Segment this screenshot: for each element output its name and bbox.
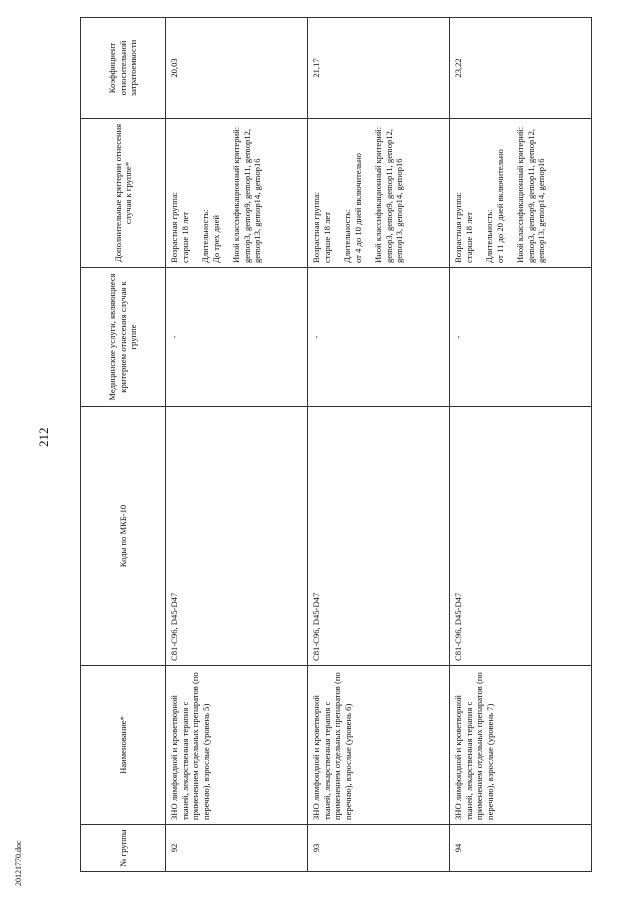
criteria-other-value: gemop3, gemop9, gemop11, gemop12, gemop13, gemop14, gemop16 bbox=[241, 128, 262, 263]
cell-icd-codes: C81-C96, D45-D47 bbox=[450, 407, 592, 666]
cell-criteria bbox=[450, 119, 592, 268]
cell-coefficient: 21,17 bbox=[308, 18, 450, 119]
header-group-number: № группы bbox=[81, 825, 166, 872]
criteria-age bbox=[311, 123, 332, 263]
criteria-duration bbox=[342, 123, 363, 263]
criteria-duration bbox=[484, 123, 505, 263]
header-name: Наименование* bbox=[81, 666, 166, 825]
criteria-duration-value: До трех дней bbox=[210, 215, 221, 263]
criteria-age-label: Возрастная группа: bbox=[453, 191, 463, 263]
rotated-table-container bbox=[80, 39, 580, 872]
cell-icd-codes: C81-C96, D45-D47 bbox=[308, 407, 450, 666]
cell-criteria bbox=[308, 119, 450, 268]
criteria-other bbox=[231, 123, 263, 263]
header-services: Медицинские услуги, являющиеся критерием отнесения случая к группе bbox=[81, 268, 166, 407]
criteria-duration-label: Длительность: bbox=[484, 209, 494, 263]
page-number: 212 bbox=[36, 427, 51, 447]
criteria-other-label: Иной классификационный критерий: bbox=[373, 126, 383, 263]
table-row bbox=[308, 18, 450, 872]
criteria-duration-label: Длительность: bbox=[200, 209, 210, 263]
criteria-age bbox=[169, 123, 190, 263]
cell-group-number: 93 bbox=[308, 825, 450, 872]
criteria-duration-value: от 11 до 20 дней включительно bbox=[494, 149, 505, 263]
criteria-age-value: старше 18 лет bbox=[179, 212, 190, 263]
cell-services: - bbox=[308, 268, 450, 407]
cell-coefficient: 23,22 bbox=[450, 18, 592, 119]
header-criteria: Дополнительные критерии отнесения случая к группе* bbox=[81, 119, 166, 268]
criteria-other-value: gemop3, gemop9, gemop11, gemop12, gemop13, gemop14, gemop16 bbox=[525, 128, 546, 263]
cell-group-number: 94 bbox=[450, 825, 592, 872]
criteria-other-label: Иной классификационный критерий: bbox=[515, 126, 525, 263]
cell-name: ЗНО лимфоидной и кроветворной тканей, лекарственная терапия с применением отдельных препаратов (по перечню), взрослые (уровень 5) bbox=[166, 666, 308, 825]
criteria-age-value: старше 18 лет bbox=[463, 212, 474, 263]
criteria-other-label: Иной классификационный критерий: bbox=[231, 126, 241, 263]
cell-criteria bbox=[166, 119, 308, 268]
footer-filename: 20121770.doc bbox=[14, 840, 23, 886]
table-header-row bbox=[81, 18, 166, 872]
table-row bbox=[450, 18, 592, 872]
cell-icd-codes: C81-C96, D45-D47 bbox=[166, 407, 308, 666]
criteria-age-label: Возрастная группа: bbox=[311, 191, 321, 263]
table-row bbox=[166, 18, 308, 872]
criteria-age-label: Возрастная группа: bbox=[169, 191, 179, 263]
cell-name: ЗНО лимфоидной и кроветворной тканей, лекарственная терапия с применением отдельных препаратов (по перечню), взрослые (уровень 6) bbox=[308, 666, 450, 825]
cell-services: - bbox=[450, 268, 592, 407]
criteria-age bbox=[453, 123, 474, 263]
cell-services: - bbox=[166, 268, 308, 407]
criteria-other bbox=[515, 123, 547, 263]
criteria-other-value: gemop3, gemop9, gemop11, gemop12, gemop13, gemop14, gemop16 bbox=[383, 128, 404, 263]
cell-coefficient: 20,03 bbox=[166, 18, 308, 119]
criteria-other bbox=[373, 123, 405, 263]
cell-group-number: 92 bbox=[166, 825, 308, 872]
header-coefficient: Коэффициент относительной затратоемкости bbox=[81, 18, 166, 119]
criteria-duration-label: Длительность: bbox=[342, 209, 352, 263]
criteria-duration-value: от 4 до 10 дней включительно bbox=[352, 153, 363, 263]
ksg-table bbox=[80, 17, 592, 872]
criteria-duration bbox=[200, 123, 221, 263]
criteria-age-value: старше 18 лет bbox=[321, 212, 332, 263]
header-icd-codes: Коды по МКБ-10 bbox=[81, 407, 166, 666]
cell-name: ЗНО лимфоидной и кроветворной тканей, лекарственная терапия с применением отдельных препаратов (по перечню), взрослые (уровень 7) bbox=[450, 666, 592, 825]
